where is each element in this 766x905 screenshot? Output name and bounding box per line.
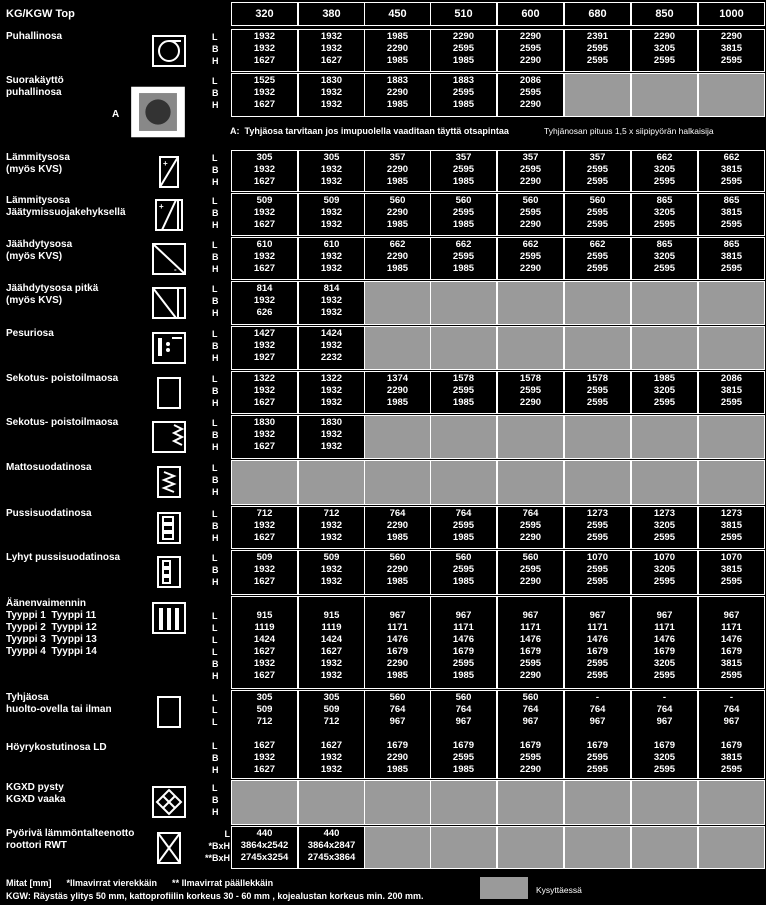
cell-450 xyxy=(364,826,431,869)
cell-450: 967 1171 1476 1679 2290 1985 xyxy=(364,596,431,689)
cell-320: 1830 1932 1627 xyxy=(231,415,298,459)
cell-450 xyxy=(364,281,431,325)
cell-680 xyxy=(564,780,631,825)
cell-510: 1578 2595 1985 xyxy=(430,371,497,414)
dimension-labels: L L L L B H xyxy=(212,693,219,775)
cell-380: 1830 1932 1932 xyxy=(298,73,365,117)
size-header-1000: 1000 xyxy=(698,2,765,26)
row-label: Jäähdytysosa (myös KVS) xyxy=(6,239,73,262)
cell-450 xyxy=(364,780,431,825)
cell-450 xyxy=(364,460,431,505)
row-label: Sekotus- poistoilmaosa xyxy=(6,373,119,384)
cell-380: 440 3864x2847 2745x3864 xyxy=(298,826,365,869)
cell-510 xyxy=(430,326,497,370)
cell-600: 967 1171 1476 1679 2595 2290 xyxy=(497,596,564,689)
cell-850 xyxy=(631,326,698,370)
fan-icon xyxy=(150,33,188,69)
cell-380 xyxy=(298,460,365,505)
legend-grey-swatch xyxy=(480,877,528,899)
cell-510: 764 2595 1985 xyxy=(430,506,497,549)
cell-600: 1578 2595 2290 xyxy=(497,371,564,414)
cell-320: 509 1932 1627 xyxy=(231,193,298,236)
cell-510: 560 764 967 1679 2595 1985 xyxy=(430,690,497,779)
svg-text:+: + xyxy=(163,159,168,168)
cell-380: 915 1119 1424 1627 1932 1932 xyxy=(298,596,365,689)
cell-1000 xyxy=(698,281,765,325)
dimension-labels: L L L L B H xyxy=(212,611,219,681)
cell-320: 1322 1932 1627 xyxy=(231,371,298,414)
cell-1000: - 764 967 1679 3815 2595 xyxy=(698,690,765,779)
dimension-labels: L B H xyxy=(212,284,219,318)
cell-320 xyxy=(231,460,298,505)
table-header xyxy=(0,0,766,28)
footer-kgw: KGW: Räystäs ylitys 50 mm, kattoprofiilin korkeus 30 - 60 mm , kojealustan korkeus min. 200 mm. xyxy=(6,891,424,901)
cell-450 xyxy=(364,415,431,459)
cell-380: 509 1932 1932 xyxy=(298,193,365,236)
row-jaahdytysosa-pitka xyxy=(0,281,766,326)
row-label: Puhallinosa xyxy=(6,31,63,42)
cell-450: 1374 2290 1985 xyxy=(364,371,431,414)
direct-drive-fan-icon xyxy=(128,77,188,147)
cell-450: 560 2290 1985 xyxy=(364,193,431,236)
footer-units: Mitat [mm] *Ilmavirrat vierekkäin ** Ilmavirrat päällekkäin xyxy=(6,878,274,888)
cell-510 xyxy=(430,415,497,459)
cooler-long-icon xyxy=(150,285,188,321)
cell-380: 1830 1932 1932 xyxy=(298,415,365,459)
bag-filter-icon xyxy=(150,510,188,546)
cell-850: 865 3205 2595 xyxy=(631,237,698,280)
cell-320: 1427 1932 1927 xyxy=(231,326,298,370)
row-label: Pesuriosa xyxy=(6,328,54,339)
cell-510: 2290 2595 1985 xyxy=(430,29,497,72)
cell-850 xyxy=(631,780,698,825)
cell-320: 610 1932 1627 xyxy=(231,237,298,280)
cell-850: 1985 3205 2595 xyxy=(631,371,698,414)
cell-380: 1322 1932 1932 xyxy=(298,371,365,414)
cell-1000 xyxy=(698,460,765,505)
mixing-damper-icon xyxy=(150,419,188,455)
heater-frost-icon xyxy=(150,197,188,233)
dimension-labels: L B H xyxy=(212,783,219,817)
cell-510: 560 2595 1985 xyxy=(430,550,497,595)
row-suorakaytto xyxy=(0,73,766,150)
row-label: Pyörivä lämmöntalteenotto roottori RWT xyxy=(6,828,135,851)
cell-380: 712 1932 1932 xyxy=(298,506,365,549)
cell-510: 967 1171 1476 1679 2595 1985 xyxy=(430,596,497,689)
cell-680: 2391 2595 2595 xyxy=(564,29,631,72)
cell-850: 1273 3205 2595 xyxy=(631,506,698,549)
cell-680: 1070 2595 2595 xyxy=(564,550,631,595)
cell-1000: 865 3815 2595 xyxy=(698,193,765,236)
cell-320: 440 3864x2542 2745x3254 xyxy=(231,826,298,869)
cell-1000: 967 1171 1476 1679 3815 2595 xyxy=(698,596,765,689)
cell-680: 357 2595 2595 xyxy=(564,150,631,192)
dimension-labels: L B H xyxy=(212,374,219,408)
cell-680: - 764 967 1679 2595 2595 xyxy=(564,690,631,779)
cell-600 xyxy=(497,460,564,505)
row-mattosuodatin xyxy=(0,460,766,506)
cell-680 xyxy=(564,460,631,505)
cell-850 xyxy=(631,415,698,459)
size-header-680: 680 xyxy=(564,2,631,26)
panel-filter-icon xyxy=(150,464,188,500)
row-sekotus1 xyxy=(0,371,766,415)
dimension-labels: L B H xyxy=(212,196,219,230)
row-label: Lyhyt pussisuodatinosa xyxy=(6,552,121,563)
cell-320: 712 1932 1627 xyxy=(231,506,298,549)
cell-320: 509 1932 1627 xyxy=(231,550,298,595)
cell-850: 865 3205 2595 xyxy=(631,193,698,236)
cell-850 xyxy=(631,73,698,117)
cell-600: 662 2595 2290 xyxy=(497,237,564,280)
cell-1000: 2086 3815 2595 xyxy=(698,371,765,414)
cell-680 xyxy=(564,326,631,370)
cell-680: 967 1171 1476 1679 2595 2595 xyxy=(564,596,631,689)
svg-text:+: + xyxy=(159,202,164,211)
row-label: Mattosuodatinosa xyxy=(6,462,92,473)
row-label-secondary: Höyrykostutinosa LD xyxy=(6,742,107,753)
cell-320: 1525 1932 1627 xyxy=(231,73,298,117)
short-bag-filter-icon xyxy=(150,554,188,590)
cell-680 xyxy=(564,73,631,117)
cell-600 xyxy=(497,826,564,869)
dimension-labels: L B H xyxy=(212,329,219,363)
cell-850: 662 3205 2595 xyxy=(631,150,698,192)
cell-320: 1932 1932 1627 xyxy=(231,29,298,72)
row-lammitysosa-jaaty xyxy=(0,193,766,237)
cell-600: 764 2595 2290 xyxy=(497,506,564,549)
cell-320: 305 1932 1627 xyxy=(231,150,298,192)
cell-680: 662 2595 2595 xyxy=(564,237,631,280)
cell-680 xyxy=(564,826,631,869)
cell-320: 814 1932 626 xyxy=(231,281,298,325)
cell-510: 1883 2595 1985 xyxy=(430,73,497,117)
row-label: Äänenvaimennin Tyyppi 1 Tyyppi 11 Tyyppi 2 Tyyppi 12 Tyyppi 3 Tyyppi 13 Tyyppi 4 Tyyppi 14 xyxy=(6,598,97,657)
cell-850 xyxy=(631,460,698,505)
cell-450: 662 2290 1985 xyxy=(364,237,431,280)
size-header-510: 510 xyxy=(430,2,497,26)
cell-600: 560 764 967 1679 2595 2290 xyxy=(497,690,564,779)
cell-510 xyxy=(430,460,497,505)
size-header-380: 380 xyxy=(298,2,365,26)
cell-380: 1932 1932 1627 xyxy=(298,29,365,72)
cell-600 xyxy=(497,415,564,459)
cell-850: 967 1171 1476 1679 3205 2595 xyxy=(631,596,698,689)
row-label: Sekotus- poistoilmaosa xyxy=(6,417,119,428)
cell-600 xyxy=(497,326,564,370)
cell-450: 1883 2290 1985 xyxy=(364,73,431,117)
cell-600 xyxy=(497,780,564,825)
cell-850 xyxy=(631,826,698,869)
row-label: Pussisuodatinosa xyxy=(6,508,92,519)
cell-600: 560 2595 2290 xyxy=(497,193,564,236)
cell-600: 357 2595 2290 xyxy=(497,150,564,192)
legend-label: Kysyttäessä xyxy=(536,885,582,895)
cell-320 xyxy=(231,780,298,825)
row-label: Lämmitysosa (myös KVS) xyxy=(6,152,70,175)
silencer-icon xyxy=(150,600,188,636)
dimension-labels: L B H xyxy=(212,553,219,587)
cell-850: - 764 967 1679 3205 2595 xyxy=(631,690,698,779)
heater-icon xyxy=(150,154,188,190)
cell-680 xyxy=(564,281,631,325)
cell-450: 1985 2290 1985 xyxy=(364,29,431,72)
dimension-labels: L B H xyxy=(212,32,219,66)
dimension-labels: L *BxH **BxH xyxy=(204,829,230,863)
cell-1000 xyxy=(698,826,765,869)
dimension-labels: L B H xyxy=(212,463,219,497)
cell-850: 2290 3205 2595 xyxy=(631,29,698,72)
cell-1000: 865 3815 2595 xyxy=(698,237,765,280)
dimension-labels: L B H xyxy=(212,240,219,274)
row-pussisuodatin xyxy=(0,506,766,550)
row-pesuriosa xyxy=(0,326,766,371)
row-jaahdytysosa xyxy=(0,237,766,281)
washer-icon xyxy=(150,330,188,366)
cooler-icon xyxy=(150,241,188,277)
cell-380: 509 1932 1932 xyxy=(298,550,365,595)
cell-380: 305 1932 1932 xyxy=(298,150,365,192)
cell-510: 560 2595 1985 xyxy=(430,193,497,236)
row-tyhjaosa xyxy=(0,690,766,780)
cell-1000 xyxy=(698,73,765,117)
cell-600: 2290 2595 2290 xyxy=(497,29,564,72)
cell-680: 1578 2595 2595 xyxy=(564,371,631,414)
row-rwt xyxy=(0,826,766,870)
row-label: Lämmitysosa Jäätymissuojakehyksellä xyxy=(6,195,126,218)
cell-1000: 1273 3815 2595 xyxy=(698,506,765,549)
cross-flow-icon xyxy=(150,784,188,820)
note-a: A: Tyhjäosa tarvitaan jos imupuolella vaaditaan täyttä otsapintaa xyxy=(230,126,509,136)
cell-450: 764 2290 1985 xyxy=(364,506,431,549)
cell-450: 560 2290 1985 xyxy=(364,550,431,595)
row-label: KGXD pysty KGXD vaaka xyxy=(6,782,66,805)
cell-380: 305 509 712 1627 1932 1932 xyxy=(298,690,365,779)
row-label: Jäähdytysosa pitkä (myös KVS) xyxy=(6,283,99,306)
dimension-labels: L B H xyxy=(212,76,219,110)
cell-380: 1424 1932 2232 xyxy=(298,326,365,370)
row-lyhyt-pussi xyxy=(0,550,766,596)
cell-680: 1273 2595 2595 xyxy=(564,506,631,549)
rotor-icon xyxy=(150,830,188,866)
row-kgxd xyxy=(0,780,766,826)
cell-380: 610 1932 1932 xyxy=(298,237,365,280)
cell-510 xyxy=(430,826,497,869)
dimension-labels: L B H xyxy=(212,153,219,187)
dimension-labels: L B H xyxy=(212,418,219,452)
cell-600: 560 2595 2290 xyxy=(497,550,564,595)
cell-850 xyxy=(631,281,698,325)
empty-icon xyxy=(150,694,188,730)
size-header-320: 320 xyxy=(231,2,298,26)
cell-510: 357 2595 1985 xyxy=(430,150,497,192)
cell-380: 814 1932 1932 xyxy=(298,281,365,325)
row-aanenvaimennin xyxy=(0,596,766,690)
cell-1000: 1070 3815 2595 xyxy=(698,550,765,595)
cell-320: 305 509 712 1627 1932 1627 xyxy=(231,690,298,779)
row-label: Tyhjäosa huolto-ovella tai ilman xyxy=(6,692,112,715)
size-header-600: 600 xyxy=(497,2,564,26)
cell-510 xyxy=(430,780,497,825)
icon-marker-a: A xyxy=(112,109,120,120)
cell-510 xyxy=(430,281,497,325)
cell-1000 xyxy=(698,415,765,459)
cell-1000 xyxy=(698,326,765,370)
cell-1000: 2290 3815 2595 xyxy=(698,29,765,72)
size-header-850: 850 xyxy=(631,2,698,26)
table-title: KG/KGW Top xyxy=(6,8,75,20)
svg-text:-: - xyxy=(174,265,177,274)
row-sekotus2 xyxy=(0,415,766,460)
cell-600 xyxy=(497,281,564,325)
cell-450: 357 2290 1985 xyxy=(364,150,431,192)
cell-510: 662 2595 1985 xyxy=(430,237,497,280)
cell-1000 xyxy=(698,780,765,825)
cell-1000: 662 3815 2595 xyxy=(698,150,765,192)
cell-380 xyxy=(298,780,365,825)
cell-850: 1070 3205 2595 xyxy=(631,550,698,595)
cell-680 xyxy=(564,415,631,459)
cell-320: 915 1119 1424 1627 1932 1627 xyxy=(231,596,298,689)
cell-450 xyxy=(364,326,431,370)
dimension-labels: L B H xyxy=(212,509,219,543)
row-label: Suorakäyttö puhallinosa xyxy=(6,75,64,98)
note-b: Tyhjänosan pituus 1,5 x siipipyörän halkaisija xyxy=(544,126,714,136)
cell-680: 560 2595 2595 xyxy=(564,193,631,236)
row-puhallinosa xyxy=(0,29,766,73)
size-header-450: 450 xyxy=(364,2,431,26)
mixing-icon xyxy=(150,375,188,411)
cell-450: 560 764 967 1679 2290 1985 xyxy=(364,690,431,779)
cell-600: 2086 2595 2290 xyxy=(497,73,564,117)
row-lammitysosa xyxy=(0,150,766,193)
